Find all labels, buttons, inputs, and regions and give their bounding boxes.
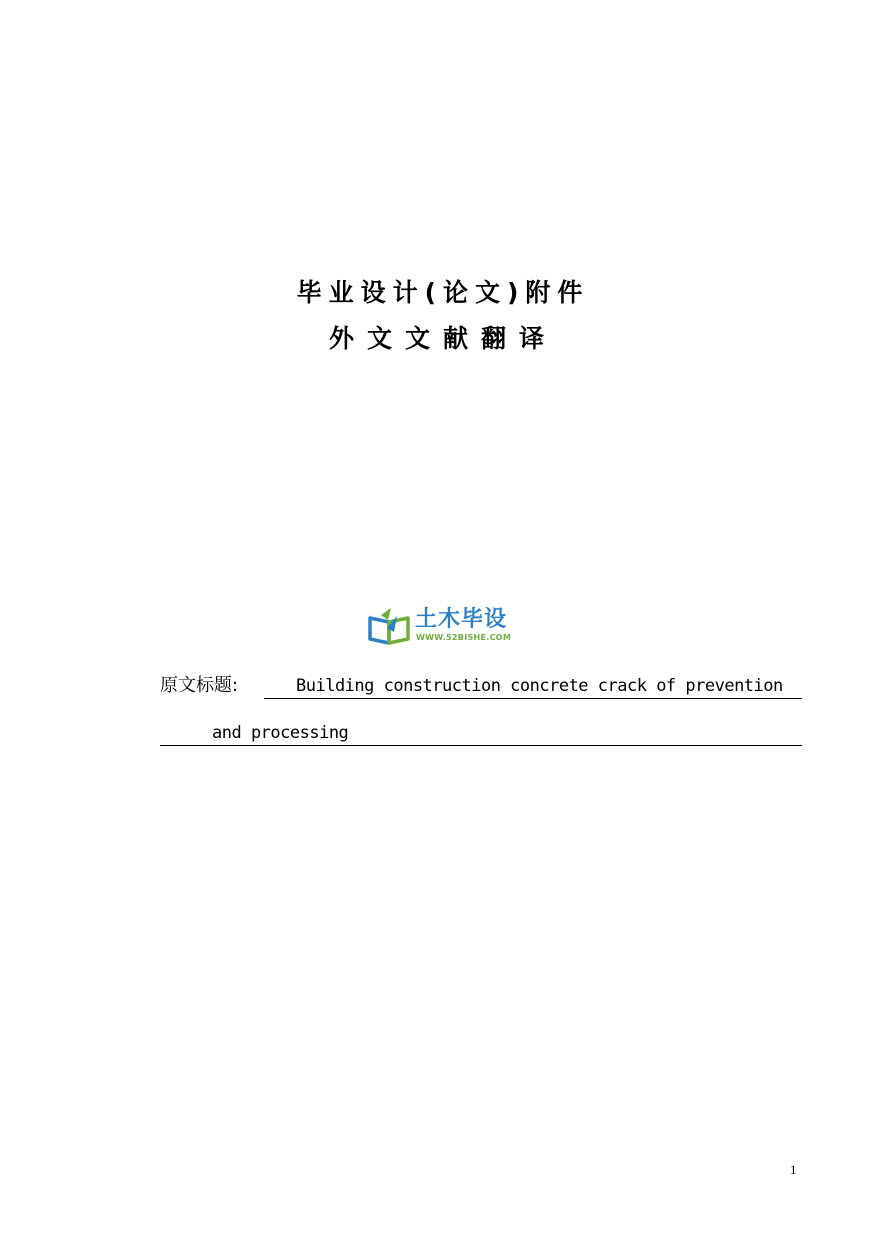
logo-url: WWW.52BISHE.COM bbox=[416, 633, 512, 642]
original-title-label: 原文标题: bbox=[160, 675, 239, 696]
site-logo bbox=[367, 606, 523, 646]
original-title-text-line1: Building construction concrete crack of prevention bbox=[296, 676, 783, 696]
logo-name: 土木毕设 bbox=[415, 607, 508, 632]
attachment-title: 毕业设计(论文)附件 bbox=[296, 278, 590, 307]
page-number: 1 bbox=[790, 1162, 797, 1177]
translation-title: 外文文献翻译 bbox=[328, 324, 557, 353]
original-title-text-line2: and processing bbox=[212, 723, 349, 743]
book-logo-icon bbox=[367, 606, 413, 646]
